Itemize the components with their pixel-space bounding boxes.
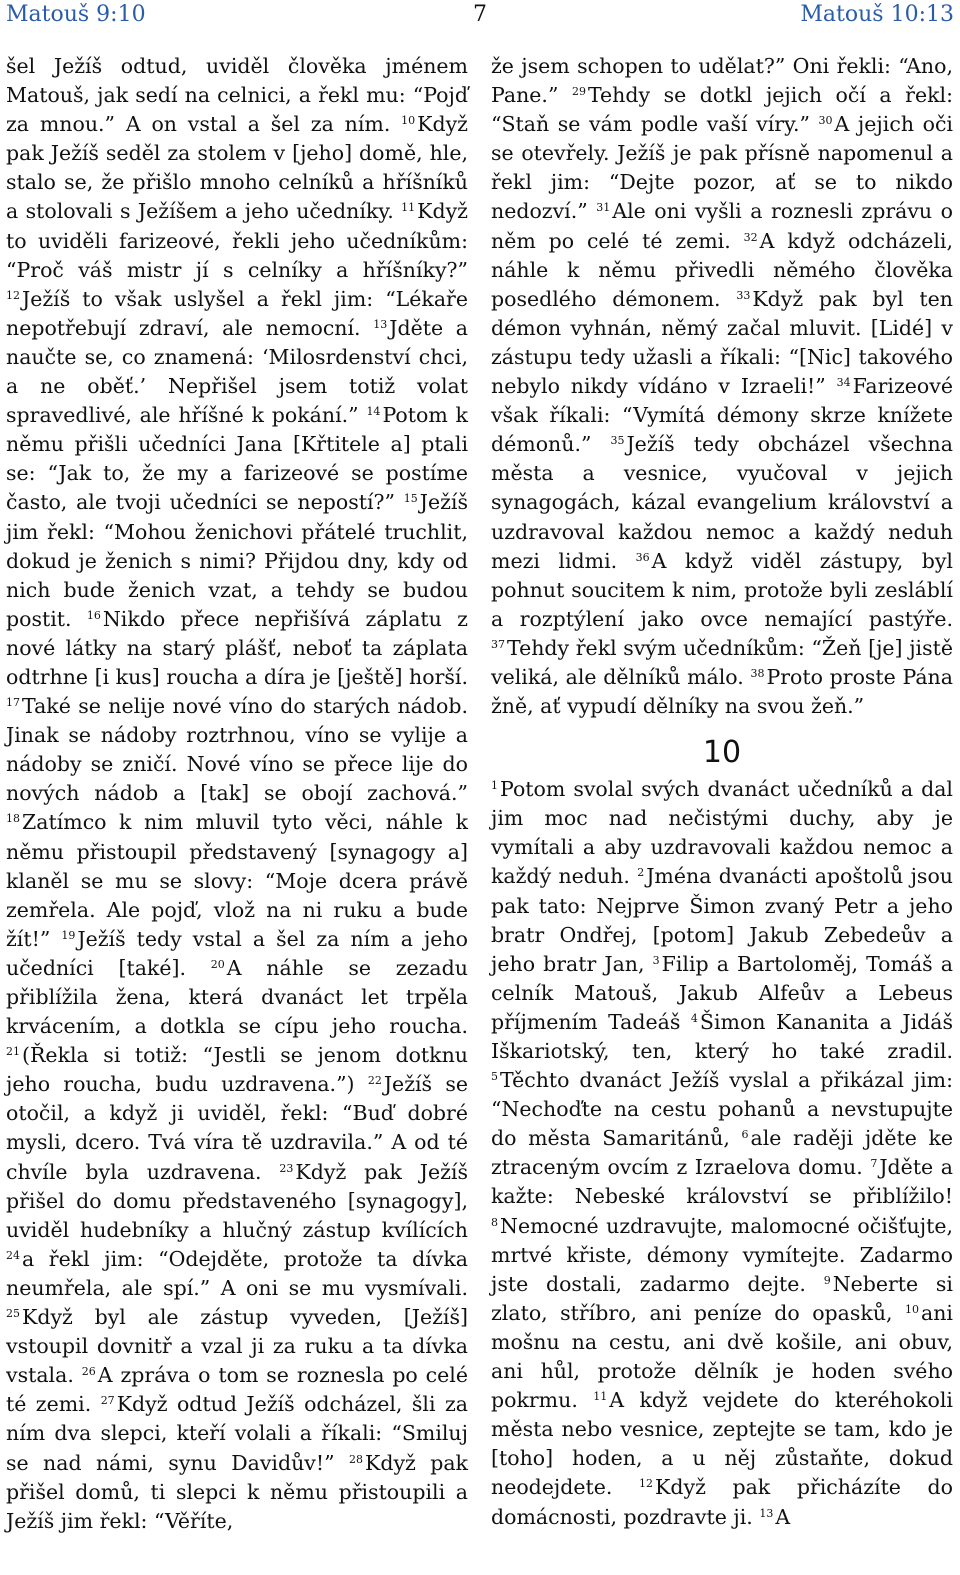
verse-number: 33 xyxy=(736,288,751,302)
verse-text: (Řekla si totiž: “Jestli se jenom dotknu jeho roucha, budu uzdravena.”) xyxy=(6,1043,468,1097)
verse-number: 12 xyxy=(639,1477,654,1491)
verse-number: 14 xyxy=(366,405,381,419)
running-header xyxy=(6,2,954,32)
verse-number: 30 xyxy=(818,114,833,128)
verse-number: 37 xyxy=(491,637,505,651)
verse-number: 4 xyxy=(690,1011,698,1025)
verse-number: 13 xyxy=(759,1506,774,1520)
verse-number: 20 xyxy=(210,957,225,971)
verse-text: šel Ježíš odtud, uviděl člověka jménem Matouš, jak sedí na celnici, a řekl mu: “Pojď za mnou.” A on vstal a šel za ním. xyxy=(6,54,468,137)
verse-text: Když to uviděli farizeové, řekli jeho učedníkům: “Proč váš mistr jí s celníky a hříšníky?” xyxy=(6,199,468,282)
verse-number: 8 xyxy=(491,1215,498,1229)
verse-text: že jsem schopen to udělat?” Oni řekli: “Ano, Pane.” xyxy=(491,54,953,108)
verse-text: Potom svolal svých dvanáct učedníků a dal jim moc nad nečistými duchy, aby je vymítali a aby uzdravovali každou nemoc a každý neduh. xyxy=(491,777,953,889)
verse-text: Farizeové však říkali: “Vymítá démony skrze knížete démonů.” xyxy=(491,374,953,457)
verse-text: Ježíš to však uslyšel a řekl jim: “Lékaře nepotřebují zdraví, ale nemocní. xyxy=(6,286,468,340)
verse-number: 11 xyxy=(401,201,416,215)
verse-number: 15 xyxy=(403,492,418,506)
verse-text: Ježíš tedy obcházel všechna města a vesnice, vyučoval v jejich synagogách, kázal evangelium království a uzdravoval každou nemoc a každý neduh mezi lidmi. xyxy=(491,432,953,573)
verse-number: 9 xyxy=(823,1273,831,1287)
verse-number: 36 xyxy=(635,550,650,564)
verse-text: A xyxy=(775,1504,791,1529)
chapter-10-start xyxy=(491,775,953,1531)
verse-text: Když pak Ježíš přišel do domu představeného [synagogy], uviděl hudebníky a hlučný zástup kvílících xyxy=(6,1159,468,1242)
verse-text: Zatímco k nim mluvil tyto věci, náhle k němu přistoupil představený [synagogy a] klaněl se mu se slovy: “Moje dcera právě zemřela. Ale pojď, vlož na ni ruku a bude žít!” xyxy=(6,810,468,951)
verse-number: 31 xyxy=(596,201,611,215)
verse-number: 1 xyxy=(491,779,498,793)
chapter-9-end xyxy=(491,52,953,721)
verse-number: 12 xyxy=(6,288,20,302)
page-number: 7 xyxy=(473,2,487,27)
verse-number: 19 xyxy=(61,928,76,942)
verse-text: Filip a Bartoloměj, Tomáš a celník Matouš, Jakub Alfeův a Lebeus příjmením Tadeáš xyxy=(491,951,953,1034)
verse-text: Ale oni vyšli a roznesli zprávu o něm po celé té zemi. xyxy=(491,199,953,253)
verse-number: 13 xyxy=(373,317,388,331)
verse-number: 18 xyxy=(6,812,20,826)
verse-number: 35 xyxy=(610,434,625,448)
verse-number: 16 xyxy=(86,608,101,622)
verse-number: 27 xyxy=(100,1394,115,1408)
verse xyxy=(6,607,468,689)
verse-text: ale raději jděte ke ztraceným ovcím z Izraelova domu. xyxy=(491,1126,953,1180)
verse xyxy=(759,1505,790,1529)
verse-text: Nikdo přece nepřišívá záplatu z nové látky na starý plášť, neboť ta záplata odtrhne [i kus] roucha a díra je [ještě] horší. xyxy=(6,606,468,689)
verse-text: Těchto dvanáct Ježíš vyslal a přikázal jim: “Nechoďte na cestu pohanů a nevstupujte do města Samaritánů, xyxy=(491,1068,953,1151)
verse-text: A když viděl zástupy, byl pohnut soucitem k nim, protože byli zesláblí a rozptýlení jako ovce nemající pastýře. xyxy=(491,548,953,631)
verse-number: 28 xyxy=(349,1452,363,1466)
verse-text: Ježíš se otočil, a když ji uviděl, řekl: “Buď dobré mysli, dcero. Tvá víra tě uzdravila.” A od té chvíle byla uzdravena. xyxy=(6,1072,468,1184)
verse-number: 21 xyxy=(6,1045,20,1059)
verse xyxy=(6,694,468,805)
verse-number: 7 xyxy=(870,1157,878,1171)
verse-number: 17 xyxy=(6,696,20,710)
verse-text: Nemocné uzdravujte, malomocné očišťujte, mrtvé křiste, démony vymítejte. Zadarmo jste dostali, zadarmo dejte. xyxy=(491,1213,953,1296)
verse-number: 23 xyxy=(279,1161,294,1175)
verse-text: Když pak Ježíš seděl za stolem v [jeho] domě, hle, stalo se, že přišlo mnoho celníků a hříšníků a stolovali s Ježíšem a jeho učedníky. xyxy=(6,112,468,224)
verse-text: Když pak přicházíte do domácnosti, pozdravte ji. xyxy=(491,1475,953,1529)
left-column xyxy=(6,52,468,1536)
verse-text: Když byl ale zástup vyveden, [Ježíš] vstoupil dovnitř a vzal ji za ruku a ta dívka vstala. xyxy=(6,1305,468,1388)
verse-text: Jděte a naučte se, co znamená: ‘Milosrdenství chci, a ne oběť.’ Nepřišel jsem totiž volat spravedlivé, ale hříšné k pokání.” xyxy=(6,315,468,428)
verse-text: A jejich oči se otevřely. Ježíš je pak přísně napomenul a řekl jim: “Dejte pozor, ať se to nikdo nedozví.” xyxy=(491,112,953,224)
verse-text: A když odcházeli, náhle k němu přivedli němého člověka posedlého démonem. xyxy=(491,228,953,311)
verse-number: 10 xyxy=(905,1302,919,1316)
verse-text: Když odtud Ježíš odcházel, šli za ním dva slepci, kteří volali a říkali: “Smiluj se nad námi, synu Davidův!” xyxy=(6,1392,468,1475)
verse-number: 2 xyxy=(637,866,645,880)
verse-text: A zpráva o tom se roznesla po celé té zemi. xyxy=(6,1363,468,1417)
verse-number: 5 xyxy=(491,1070,498,1084)
verse xyxy=(6,54,468,136)
verse-text: Také se nelije nové víno do starých nádob. Jinak se nádoby roztrhnou, víno se vylije a nádoby se zničí. Nové víno se přece lije do nových nádob a [tak] se obojí zachová.” xyxy=(6,694,468,806)
verse-number: 6 xyxy=(741,1128,749,1142)
verse-text: Jděte a kažte: Nebeské království se přiblížilo! xyxy=(491,1155,953,1209)
verse-number: 24 xyxy=(6,1248,20,1262)
verse-text: Tehdy řekl svým učedníkům: “Žeň [je] jistě veliká, ale dělníků málo. xyxy=(491,635,953,689)
verse-text: A když vejdete do kteréhokoli města nebo vesnice, zeptejte se tam, kdo je [toho] hoden, a u něj zůstaňte, dokud neodejdete. xyxy=(491,1388,953,1500)
header-left-reference-link[interactable]: Matouš 9:10 xyxy=(6,2,146,27)
verse-number: 11 xyxy=(593,1390,608,1404)
verse-text: Potom k němu přišli učedníci Jana [Křtitele a] ptali se: “Jak to, že my a farizeové se postíme často, ale tvoji učedníci se nepostí?” xyxy=(6,403,468,515)
verse-text: Neberte si zlato, stříbro, ani peníze do opasků, xyxy=(491,1271,953,1325)
verse-number: 10 xyxy=(401,114,416,128)
verse-number: 22 xyxy=(367,1074,382,1088)
verse-text: Ježíš tedy vstal a šel za ním a jeho učedníci [také]. xyxy=(6,926,468,980)
verse-text: Když pak byl ten démon vyhnán, němý začal mluvit. [Lidé] v zástupu tedy užasli a říkali: “[Nic] takového nebylo nikdy vídáno v Izraeli!” xyxy=(491,286,953,399)
chapter-heading: 10 xyxy=(702,735,742,771)
verse-text: ani mošnu na cestu, ani dvě košile, ani obuv, ani hůl, protože dělník je hoden svého pokrmu. xyxy=(491,1300,953,1413)
verse-number: 3 xyxy=(652,953,660,967)
verse-text: Proto proste Pána žně, ať vypudí dělníky na svou žeň.” xyxy=(491,664,953,719)
verse-text: Když pak přišel domů, ti slepci k němu přistoupili a Ježíš jim řekl: “Věříte, xyxy=(6,1450,468,1533)
verse-number: 29 xyxy=(571,85,586,99)
verse-text: A náhle se zezadu přiblížila žena, která dvanáct let trpěla krvácením, a dotkla se cípu jeho roucha. xyxy=(6,955,468,1039)
verse-text: Ježíš jim řekl: “Mohou ženichovi přátelé truchlit, dokud je ženich s nimi? Přijdou dny, kdy od nich bude ženich vzat, a tehdy se budou postit. xyxy=(6,490,468,631)
right-column xyxy=(491,52,953,1532)
verse-number: 26 xyxy=(81,1365,96,1379)
verse-number: 32 xyxy=(743,230,758,244)
verse-text: a řekl jim: “Odejděte, protože ta dívka neumřela, ale spí.” A oni se mu vysmívali. xyxy=(6,1246,468,1300)
verse-number: 34 xyxy=(836,376,851,390)
verse-text: Šimon Kananita a Jidáš Iškariotský, ten, který ho také zradil. xyxy=(491,1009,953,1063)
verse-text: Tehdy se dotkl jejich očí a řekl: “Staň se vám podle vaší víry.” xyxy=(491,83,953,137)
header-right-reference-link[interactable]: Matouš 10:13 xyxy=(800,2,954,27)
verse xyxy=(6,1247,468,1300)
verse-number: 38 xyxy=(750,666,765,680)
verse-number: 25 xyxy=(6,1307,20,1321)
verse-text: Jména dvanácti apoštolů jsou pak tato: Nejprve Šimon zvaný Petr a jeho bratr Ondřej, [potom] Jakub Zebedeův a jeho bratr Jan, xyxy=(491,864,953,976)
